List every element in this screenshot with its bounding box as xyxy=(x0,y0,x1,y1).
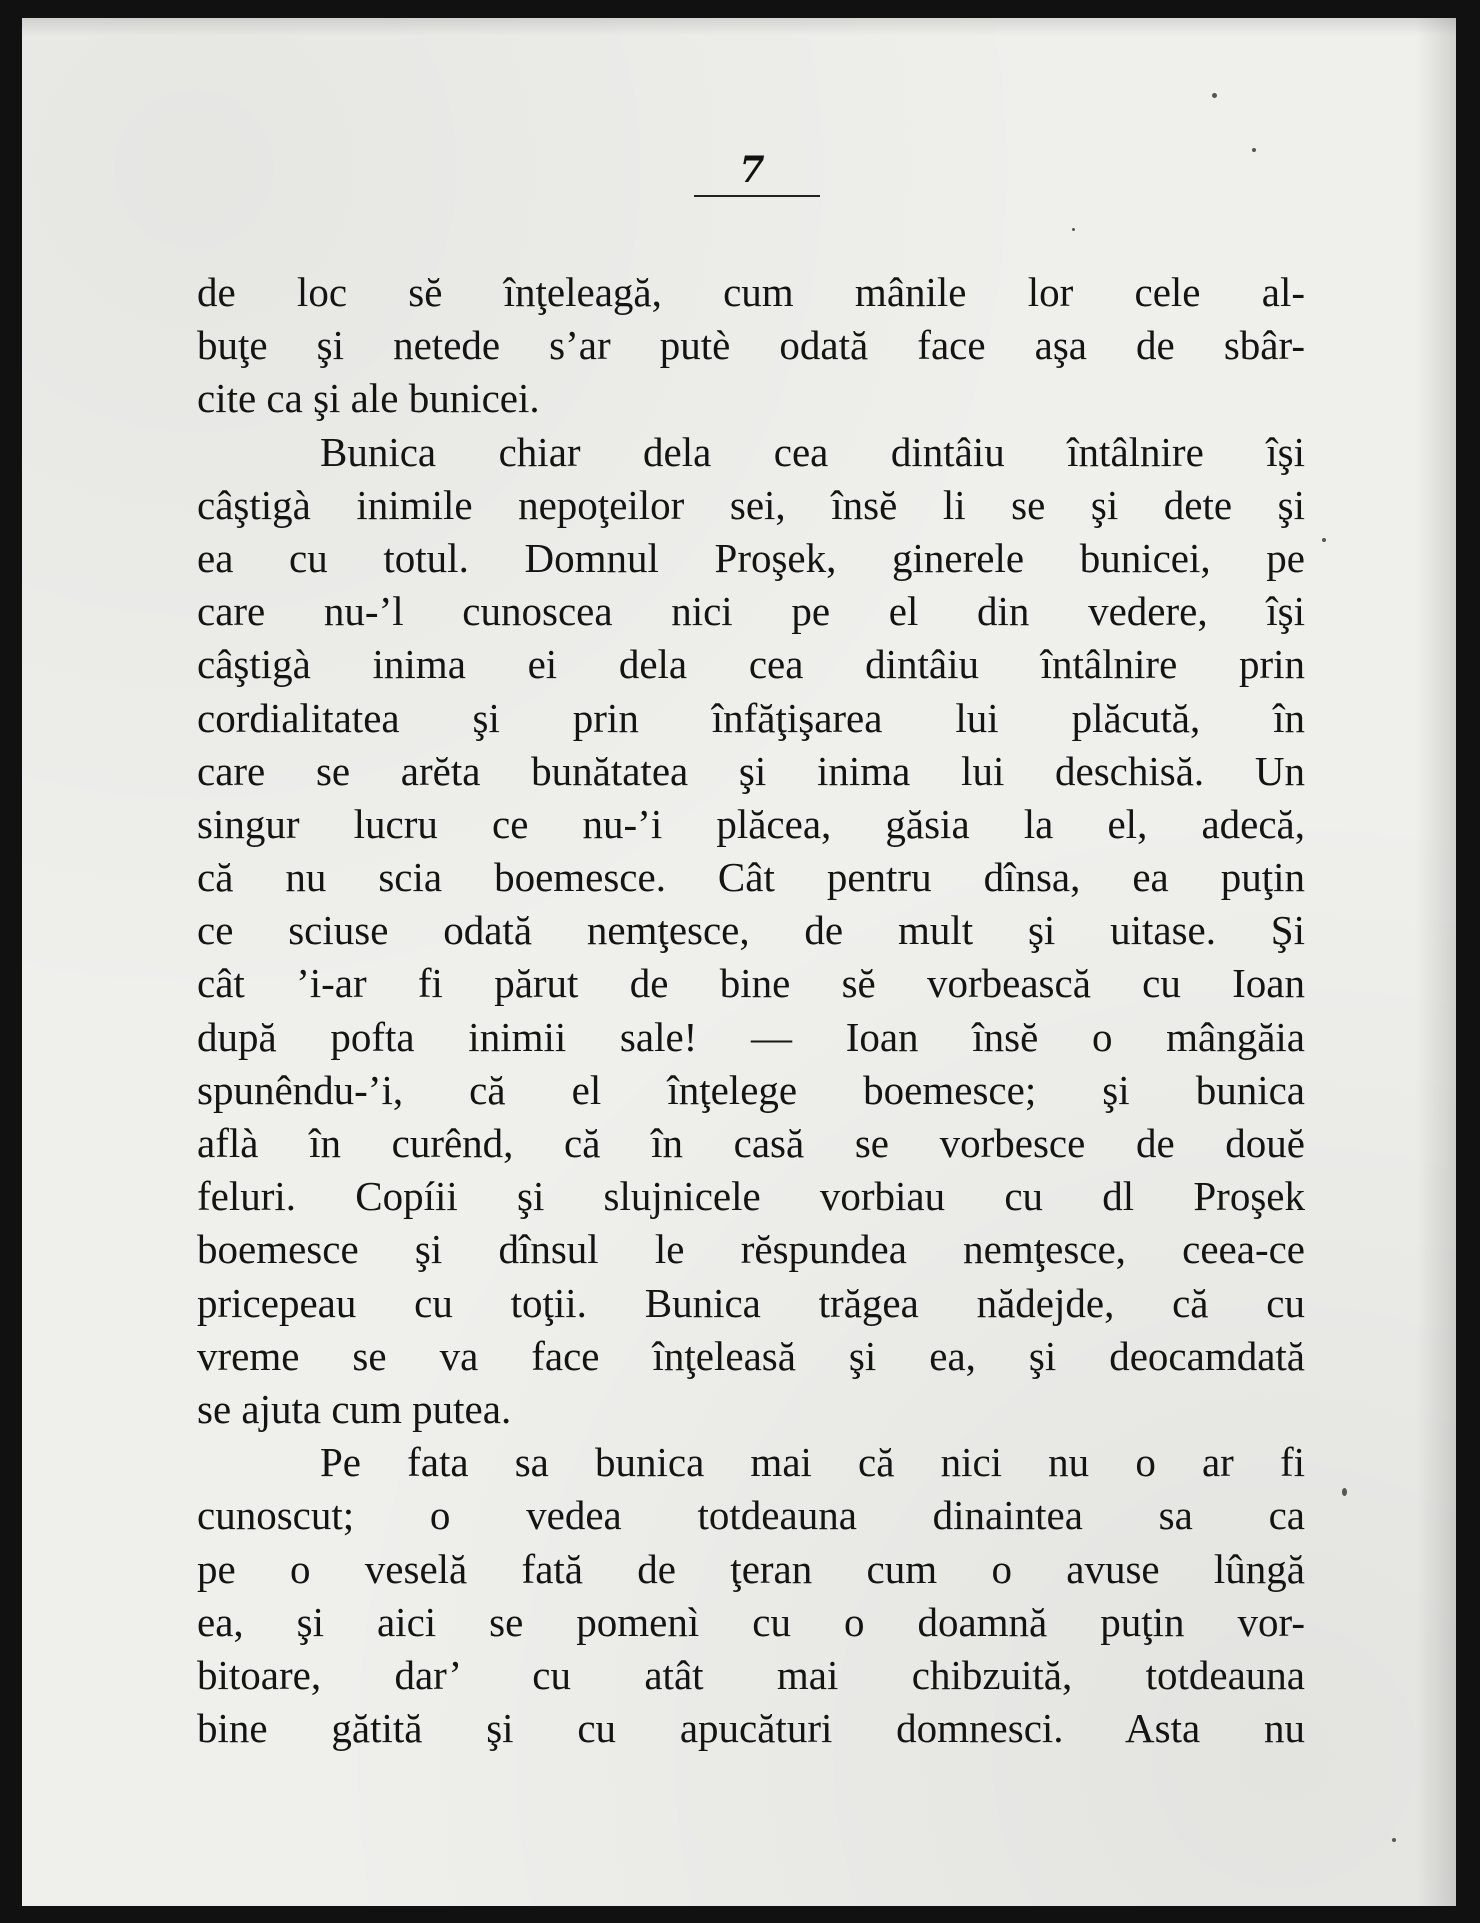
text-line: bitoare, dar’ cu atât mai chibzuită, totdeauna xyxy=(197,1651,1305,1698)
text-line: cât ’i-ar fi părut de bine sĕ vorbească cu Ioan xyxy=(197,960,1305,1007)
text-line: spunêndu-’i, că el înţelege boemesce; şi bunica xyxy=(197,1066,1305,1113)
text-line: singur lucru ce nu-’i plăcea, găsia la el, adecă, xyxy=(197,800,1305,847)
text-line: se ajuta cum putea. xyxy=(197,1385,512,1432)
text-line: că nu scia boemesce. Cât pentru dînsa, ea puţin xyxy=(197,854,1305,901)
text-line: ea cu totul. Domnul Proşek, ginerele bunicei, pe xyxy=(197,534,1305,581)
text-line: cite ca şi ale bunicei. xyxy=(197,375,540,422)
body-text xyxy=(197,266,1305,1755)
text-line: buţe şi netede s’ar putè odată face aşa de sbâr- xyxy=(197,322,1305,369)
text-line: Pe fata sa bunica mai că nici nu o ar fi xyxy=(320,1439,1305,1486)
text-line: pricepeau cu toţii. Bunica trăgea nădejde, că cu xyxy=(197,1279,1305,1326)
page-number: 7 xyxy=(739,149,765,191)
scan-speck xyxy=(1342,1488,1347,1496)
scan-speck xyxy=(1322,538,1326,542)
text-line: ce sciuse odată nemţesce, de mult şi uitase. Şi xyxy=(197,907,1305,954)
text-line: aflà în curênd, că în casă se vorbesce de douĕ xyxy=(197,1120,1305,1166)
scan-speck xyxy=(1212,93,1217,98)
page-top-shadow xyxy=(22,18,1456,36)
text-line: cordialitatea şi prin înfăţişarea lui plăcută, în xyxy=(197,694,1305,741)
text-line: feluri. Copíii şi slujnicele vorbiau cu dl Proşek xyxy=(197,1173,1305,1220)
scan-speck xyxy=(1072,228,1075,231)
text-line: cunoscut; o vedea totdeauna dinaintea sa ca xyxy=(197,1492,1305,1539)
text-line: Bunica chiar dela cea dintâiu întâlnire îşi xyxy=(320,428,1305,475)
page-number-rule xyxy=(694,195,820,197)
text-line: câştigà inima ei dela cea dintâiu întâlnire prin xyxy=(197,641,1305,688)
text-line: ea, şi aici se pomenì cu o doamnă puţin vor- xyxy=(197,1598,1305,1645)
text-line: de loc sĕ înţeleagă, cum mânile lor cele al- xyxy=(197,269,1305,315)
page-right-shadow xyxy=(1416,18,1456,1906)
book-page xyxy=(22,18,1456,1906)
scan-speck xyxy=(1252,148,1256,152)
text-line: bine gătită şi cu apucături domnesci. Asta nu xyxy=(197,1705,1305,1752)
text-line: vreme se va face înţeleasă şi ea, şi deocamdată xyxy=(197,1332,1305,1379)
text-line: boemesce şi dînsul le rĕspundea nemţesce, ceea-ce xyxy=(197,1226,1305,1273)
text-line: pe o veselă fată de ţeran cum o avuse lûngă xyxy=(197,1545,1305,1592)
text-line: câştigà inimile nepoţeilor sei, însĕ li se şi dete şi xyxy=(197,481,1305,528)
scan-speck xyxy=(1392,1838,1396,1842)
text-line: după pofta inimii sale! — Ioan însĕ o mângăia xyxy=(197,1013,1305,1060)
text-line: care nu-’l cunoscea nici pe el din vedere, îşi xyxy=(197,588,1305,635)
text-line: care se arĕta bunătatea şi inima lui deschisă. Un xyxy=(197,747,1305,794)
